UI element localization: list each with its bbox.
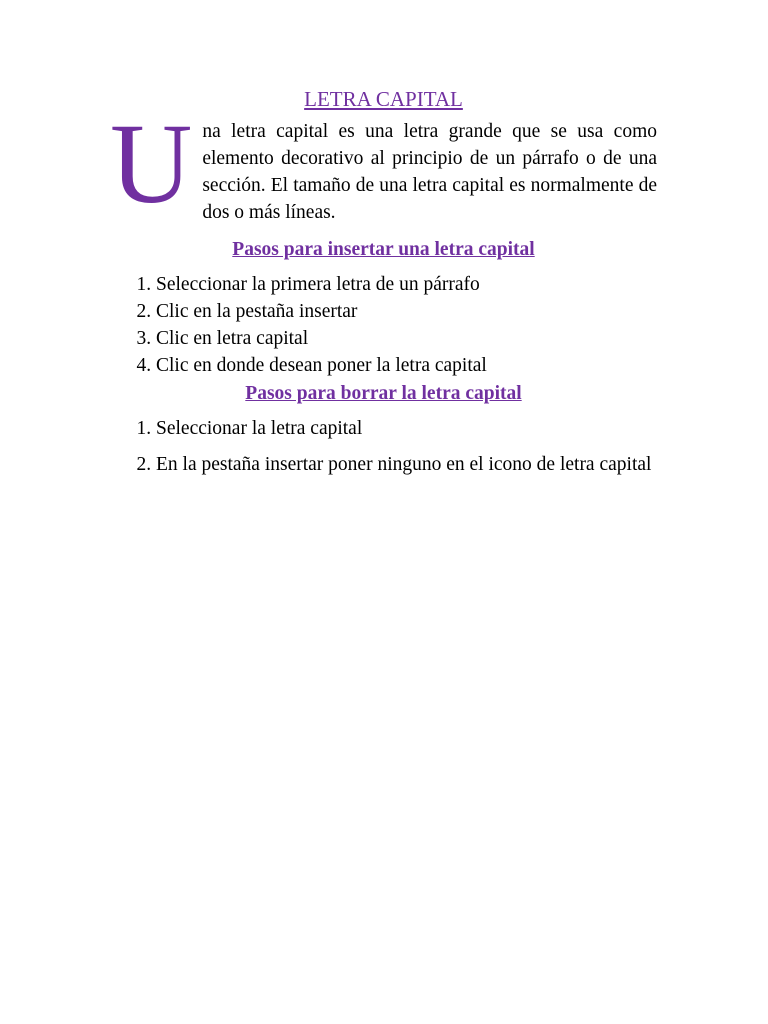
delete-steps-list <box>110 415 657 478</box>
list-item: 4. Clic en donde desean poner la letra capital <box>156 352 657 379</box>
list-item: 2. En la pestaña insertar poner ninguno en el icono de letra capital <box>156 451 657 478</box>
document-title: LETRA CAPITAL <box>304 87 463 111</box>
list-item: 3. Clic en letra capital <box>156 325 657 352</box>
insert-steps-list <box>110 271 657 379</box>
insert-section-title: Pasos para insertar una letra capital <box>232 239 535 260</box>
list-item: 1. Seleccionar la letra capital <box>156 415 657 442</box>
list-item: 1. Seleccionar la primera letra de un párrafo <box>156 271 657 298</box>
delete-section-title: Pasos para borrar la letra capital <box>245 383 522 404</box>
drop-cap-letter: U <box>110 100 193 227</box>
intro-paragraph <box>110 100 657 227</box>
list-item: 2. Clic en la pestaña insertar <box>156 298 657 325</box>
intro-text: na letra capital es una letra grande que se usa como elemento decorativo al principio de un párrafo o de una sección. El tamaño de una letra capital es normalmente de dos o más líneas. <box>202 121 657 223</box>
document-page <box>110 84 657 487</box>
